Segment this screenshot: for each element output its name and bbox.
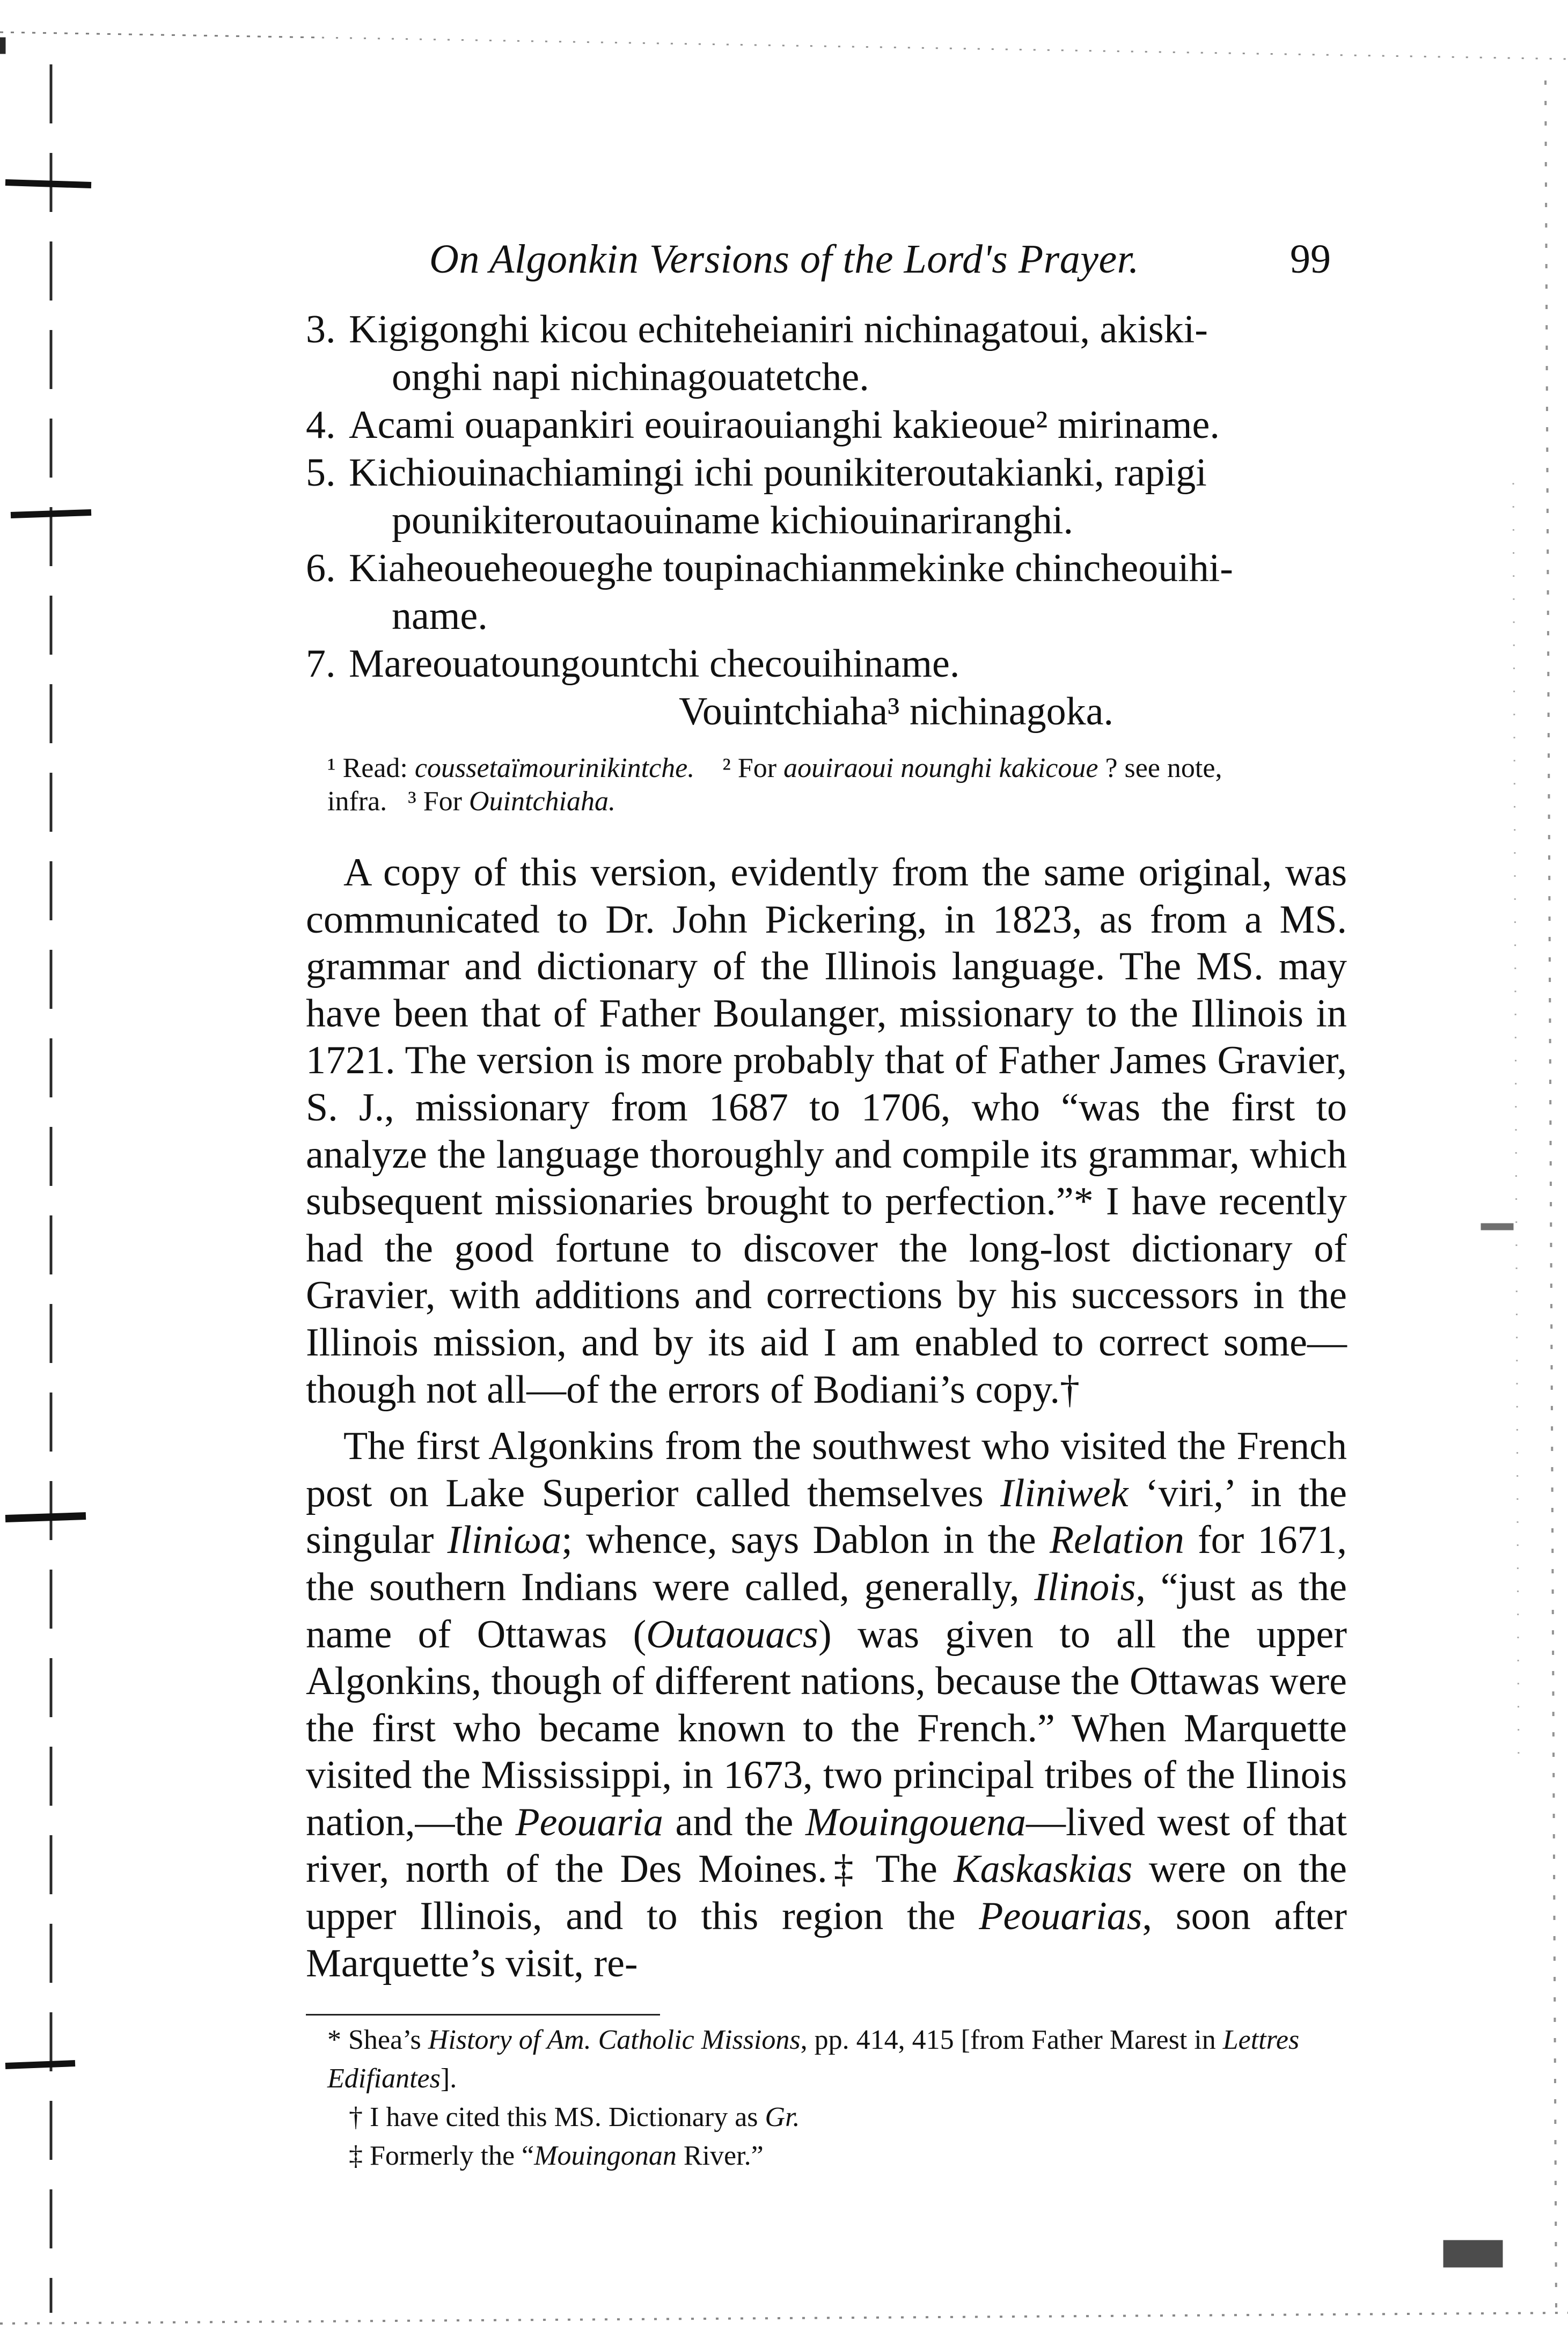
p2-text: and the: [663, 1800, 805, 1844]
fn-text: , pp. 414, 415 [from Father Marest in: [800, 2025, 1223, 2056]
verse-4: [306, 401, 1347, 449]
fn-text: † I have cited this MS. Dictionary as: [349, 2102, 765, 2133]
p2-italic: Ilinois: [1034, 1565, 1136, 1609]
fn-abbrev: Gr.: [765, 2102, 800, 2133]
fn-title: Mouingonan: [534, 2141, 677, 2172]
verse-line-continued: onghi napi nichinagouatetche.: [392, 355, 869, 399]
p2-italic: Kaskaskias: [954, 1847, 1133, 1892]
verse-line: Kiaheoueheoueghe toupinachianmekinke chincheouihi-: [349, 546, 1233, 590]
fn-text: ‡ Formerly the “: [349, 2141, 534, 2172]
p2-italic: Iliniwek: [1000, 1471, 1129, 1515]
footnote-2-text: aouiraoui nounghi kakicoue: [783, 753, 1098, 783]
p2-text: were on the upper Illinois, and to this region the: [306, 1847, 1347, 1939]
verse-line-continued: name.: [392, 594, 488, 638]
paragraph-1: A copy of this version, evidently from the same original, was communicated to Dr. John Pickering, in 1823, as from a MS. grammar and dictionary of the Illinois language. The MS. may have been that of Father Boulanger, missionary to the Illinois in 1721. The version is more probably that of Father James Gravier, S. J., missionary from 1687 to 1706, who “was the first to analyze the language thoroughly and compile its grammar, which subsequent missionaries brought to perfection.”* I have recently had the good fortune to discover the long-lost dictionary of Gravier, with additions and corrections by his successors in the Illinois mission, and by its aid I am enabled to correct some—though not all—of the errors of Bodiani’s copy.†: [306, 851, 1347, 1412]
p2-text: The first Algonkins from the southwest who visited the French post on Lake Superior called themselves: [306, 1424, 1347, 1515]
p2-italic: Peouaria: [515, 1800, 663, 1844]
footnote-2-tail: ? see note,: [1105, 753, 1222, 783]
p2-text: , “just as the name of Ottawas (: [306, 1565, 1347, 1657]
footnote-1-label: ¹ Read:: [327, 753, 408, 783]
verse-number: 7.: [306, 642, 336, 686]
fn-text: River.”: [676, 2141, 764, 2172]
verse-line: Acami ouapankiri eouiraouianghi kakieoue² miriname.: [349, 403, 1220, 447]
fn-text: * Shea’s: [327, 2025, 428, 2056]
p2-italic: Peouarias: [979, 1894, 1142, 1939]
verse-7: [306, 640, 1347, 688]
verse-5: [306, 449, 1347, 545]
paragraph-2: [306, 1423, 1347, 1987]
verse-line: Kigigonghi kicou echiteheianiri nichinagatoui, akiski-: [349, 307, 1208, 351]
verse-line-continued: pounikiteroutaouiname kichiouinariranghi.: [392, 499, 1073, 543]
page-footnotes: [306, 2021, 1347, 2175]
closing-line: Vouintchiaha³ nichinagoka.: [679, 690, 1113, 734]
verse-line: Kichiouinachiamingi ichi pounikiteroutakianki, rapigi: [349, 451, 1207, 495]
book-page: [306, 236, 1347, 2175]
footnote-dagger: [327, 2098, 1347, 2137]
verse-number: 6.: [306, 546, 336, 590]
prayer-verse-list: [306, 306, 1347, 688]
p2-italic: Outaouacs: [646, 1612, 818, 1657]
p2-text: ‘viri,’ in the singular: [306, 1471, 1347, 1563]
footnote-2-continued: infra.: [327, 786, 387, 817]
fn-title: Lettres Edifiantes: [327, 2025, 1300, 2094]
verse-number: 4.: [306, 403, 336, 447]
footnote-star: [327, 2021, 1347, 2098]
footnote-3-text: Ouintchiaha.: [469, 786, 616, 817]
p2-italic: Relation: [1049, 1518, 1184, 1563]
p2-text: ; whence, says Dablon in the: [561, 1518, 1050, 1563]
page-number: 99: [1290, 237, 1331, 282]
p2-text: ) was given to all the upper Algonkins, though of different nations, because the Ottawas were the first who became known to the French.” When Marquette visited the Mississippi, in 1673, two principal tribes of the Ilinois nation,—the: [306, 1612, 1347, 1844]
verse-6: [306, 545, 1347, 640]
footnote-3-label: ³ For: [408, 786, 462, 817]
footnote-1-text: coussetaïmourinikintche.: [414, 753, 695, 783]
verse-footnotes: [306, 752, 1347, 818]
verse-number: 5.: [306, 451, 336, 495]
p2-text: , soon after Marquette’s visit, re-: [306, 1894, 1347, 1985]
footnote-double-dagger: [327, 2137, 1347, 2175]
p2-text: for 1671, the southern Indians were called, generally,: [306, 1518, 1347, 1609]
fn-title: History of Am. Catholic Missions: [428, 2025, 801, 2056]
fn-text: ].: [440, 2063, 457, 2094]
verse-3: [306, 306, 1347, 401]
p2-italic: Iliniωa: [447, 1518, 562, 1563]
running-head-title: On Algonkin Versions of the Lord's Prayer.: [429, 237, 1139, 282]
footnote-2-label: ² For: [722, 753, 777, 783]
running-head: [306, 236, 1347, 295]
footnote-rule: [306, 2014, 660, 2016]
verse-line: Mareouatoungountchi checouihiname.: [349, 642, 960, 686]
p2-text: —lived west of that river, north of the Des Moines.‡ The: [306, 1800, 1347, 1892]
verse-number: 3.: [306, 307, 336, 351]
p2-italic: Mouingouena: [805, 1800, 1026, 1844]
